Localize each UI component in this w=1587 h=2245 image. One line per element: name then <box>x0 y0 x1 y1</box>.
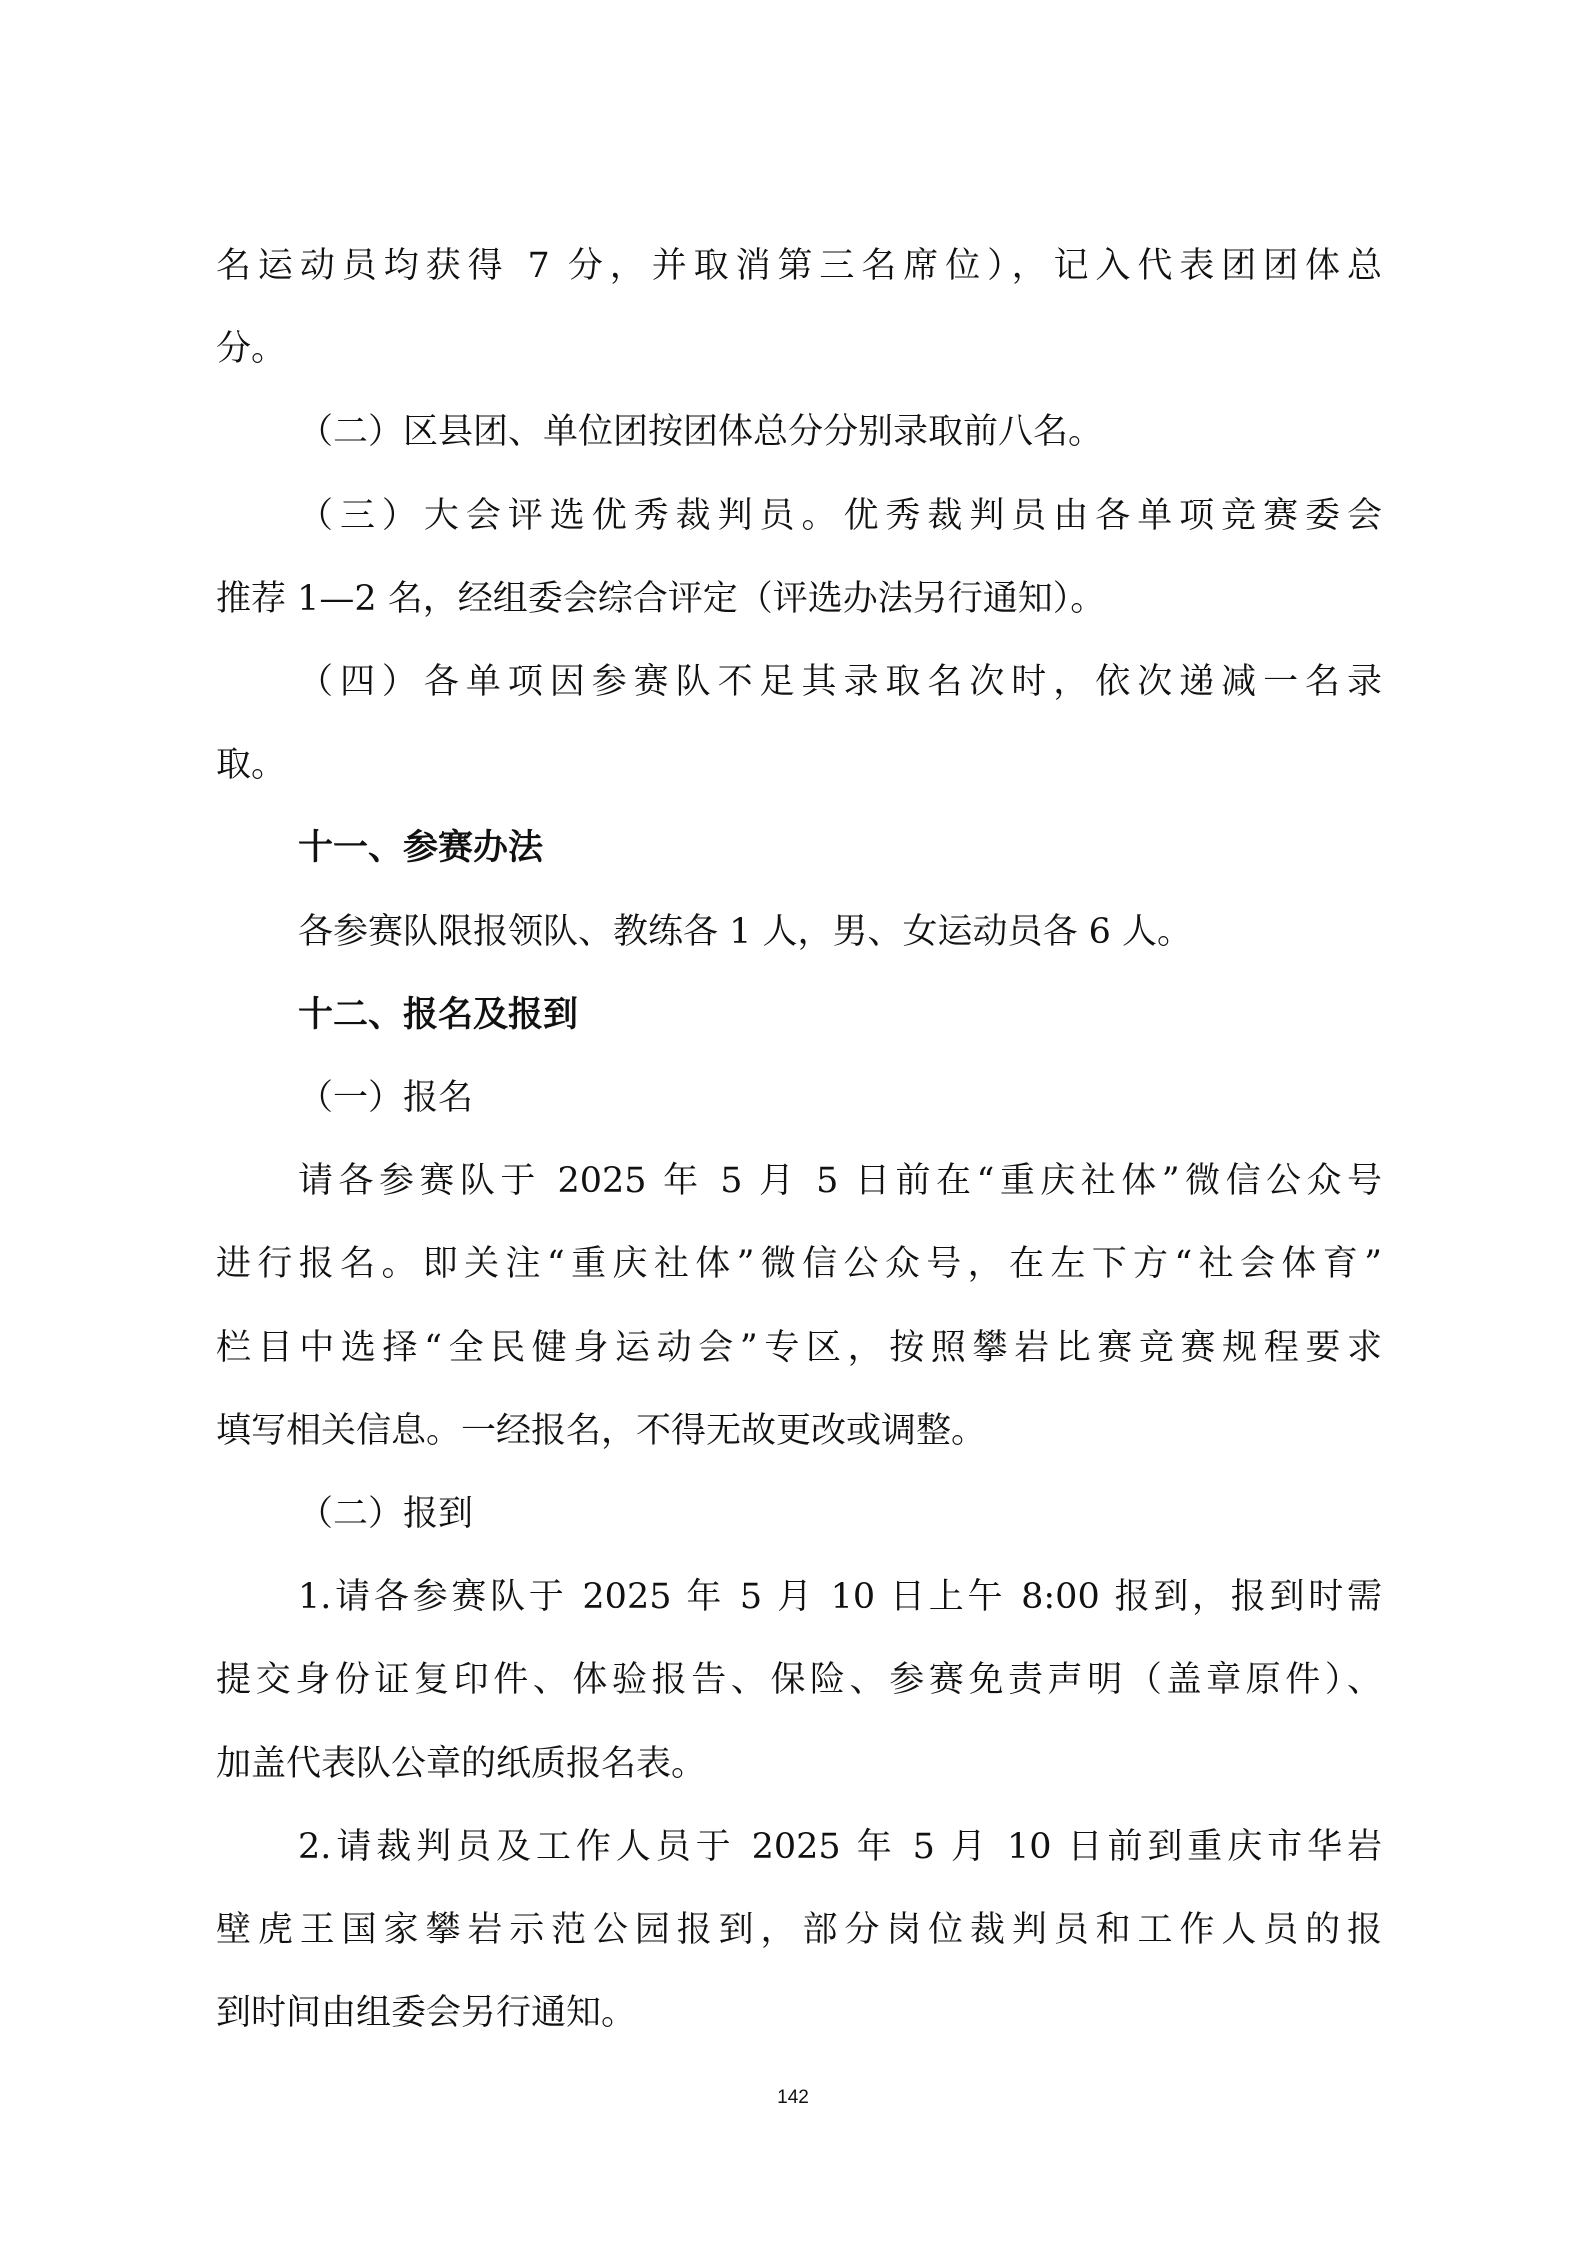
body-line: 2.请裁判员及工作人员于 2025 年 5 月 10 日前到重庆市华岩 <box>298 1827 1382 1867</box>
body-line-item-3: （三）大会评选优秀裁判员。优秀裁判员由各单项竞赛委会 <box>298 496 1382 536</box>
body-line: 取。 <box>216 745 287 785</box>
body-line: 壁虎王国家攀岩示范公园报到，部分岗位裁判员和工作人员的报 <box>216 1910 1382 1950</box>
body-line: 推荐 1—2 名，经组委会综合评定（评选办法另行通知）。 <box>216 579 1106 619</box>
body-line: 名运动员均获得 7 分，并取消第三名席位），记入代表团团体总 <box>216 246 1382 286</box>
subsection-heading-registration: （一）报名 <box>298 1078 474 1118</box>
body-line: 各参赛队限报领队、教练各 1 人，男、女运动员各 6 人。 <box>298 912 1193 952</box>
subsection-heading-checkin: （二）报到 <box>298 1494 474 1534</box>
body-line-item-2: （二）区县团、单位团按团体总分分别录取前八名。 <box>298 412 1104 452</box>
body-line: 加盖代表队公章的纸质报名表。 <box>216 1744 707 1784</box>
section-heading-11: 十一、参赛办法 <box>298 828 544 868</box>
body-line: 进行报名。即关注“重庆社体”微信公众号，在左下方“社会体育” <box>216 1244 1382 1284</box>
page-number: 142 <box>777 2087 809 2108</box>
section-heading-12: 十二、报名及报到 <box>298 995 579 1035</box>
body-line: 分。 <box>216 329 287 369</box>
body-line-item-4: （四）各单项因参赛队不足其录取名次时，依次递减一名录 <box>298 662 1382 702</box>
body-line: 请各参赛队于 2025 年 5 月 5 日前在“重庆社体”微信公众号 <box>298 1161 1382 1201</box>
body-line: 填写相关信息。一经报名，不得无故更改或调整。 <box>216 1411 987 1451</box>
body-line: 到时间由组委会另行通知。 <box>216 1993 637 2033</box>
body-line: 提交身份证复印件、体验报告、保险、参赛免责声明（盖章原件）、 <box>216 1660 1382 1700</box>
body-line: 1.请各参赛队于 2025 年 5 月 10 日上午 8:00 报到，报到时需 <box>298 1577 1382 1617</box>
body-line: 栏目中选择“全民健身运动会”专区，按照攀岩比赛竞赛规程要求 <box>216 1328 1382 1368</box>
